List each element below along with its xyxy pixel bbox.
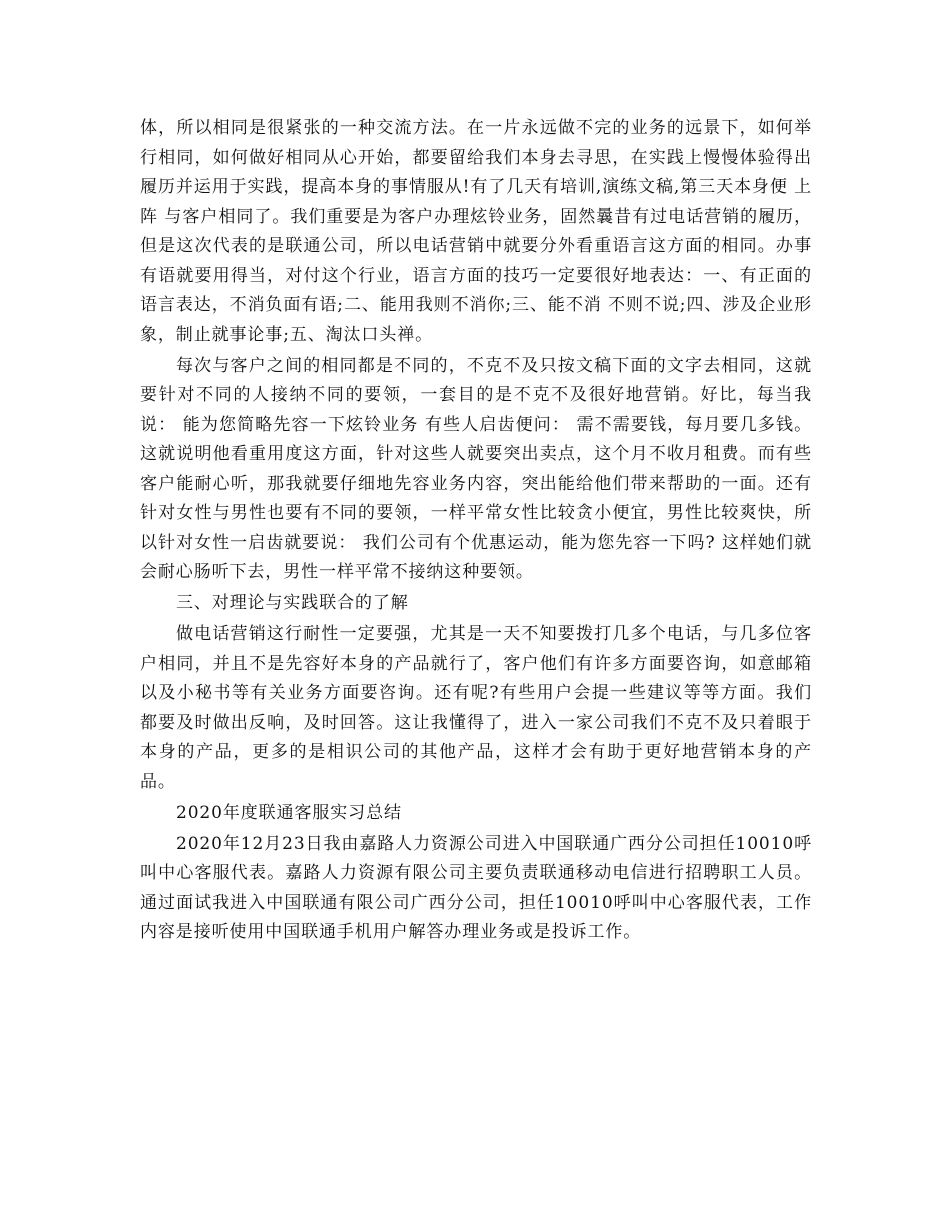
section-heading: 三、对理论与实践联合的了解 bbox=[176, 593, 409, 613]
document-page bbox=[140, 114, 812, 949]
body-paragraph: 做电话营销这行耐性一定要强，尤其是一天不知要拨打几多个电话，与几多位客户相同，并且不是先容好本身的产品就行了，客户他们有许多方面要咨询，如意邮箱以及小秘书等有关业务方面要咨询。还有呢?有些用户会提一些建议等等方面。我们都要及时做出反响，及时回答。这让我懂得了，进入一家公司我们不克不及只着眼于本身的产品，更多的是相识公司的其他产品，这样才会有助于更好地营销本身的产品。 bbox=[140, 624, 812, 792]
body-paragraph: 体，所以相同是很紧张的一种交流方法。在一片永远做不完的业务的远景下，如何举行相同，如何做好相同从心开始，都要留给我们本身去寻思，在实践上慢慢体验得出履历并运用于实践，提高本身的事情服从!有了几天有培训,演练文稿,第三天本身便 上阵 与客户相同了。我们重要是为客户办理炫铃业务，固然曩昔有过电话营销的履历，但是这次代表的是联通公司，所以电话营销中就要分外看重语言这方面的相同。办事有语就要用得当，对付这个行业，语言方面的技巧一定要很好地表达：一、有正面的语言表达，不消负面有语;二、能用我则不消你;三、能不消 不则不说;四、涉及企业形象，制止就事论事;五、淘汰口头禅。 bbox=[140, 118, 812, 345]
body-paragraph: 每次与客户之间的相同都是不同的，不克不及只按文稿下面的文字去相同，这就要针对不同的人接纳不同的要领，一套目的是不克不及很好地营销。好比，每当我说： 能为您简略先容一下炫铃业务 有些人启齿便问： 需不需要钱，每月要几多钱。 这就说明他看重用度这方面，针对这些人就要突出卖点，这个月不收月租费。而有些客户能耐心听，那我就要仔细地先容业务内容，突出能给他们带来帮助的一面。还有针对女性与男性也要有不同的要领，一样平常女性比较贪小便宜，男性比较爽快，所以针对女性一启齿就要说： 我们公司有个优惠运动，能为您先容一下吗? 这样她们就会耐心肠听下去，男性一样平常不接纳这种要领。 bbox=[140, 355, 812, 582]
section-heading: 2020年度联通客服实习总结 bbox=[176, 802, 402, 823]
body-paragraph: 2020年12月23日我由嘉路人力资源公司进入中国联通广西分公司担任10010呼叫中心客服代表。嘉路人力资源有限公司主要负责联通移动电信进行招聘职工人员。通过面试我进入中国联通有限公司广西分公司，担任10010呼叫中心客服代表，工作内容是接听使用中国联通手机用户解答办理业务或是投诉工作。 bbox=[140, 833, 812, 942]
